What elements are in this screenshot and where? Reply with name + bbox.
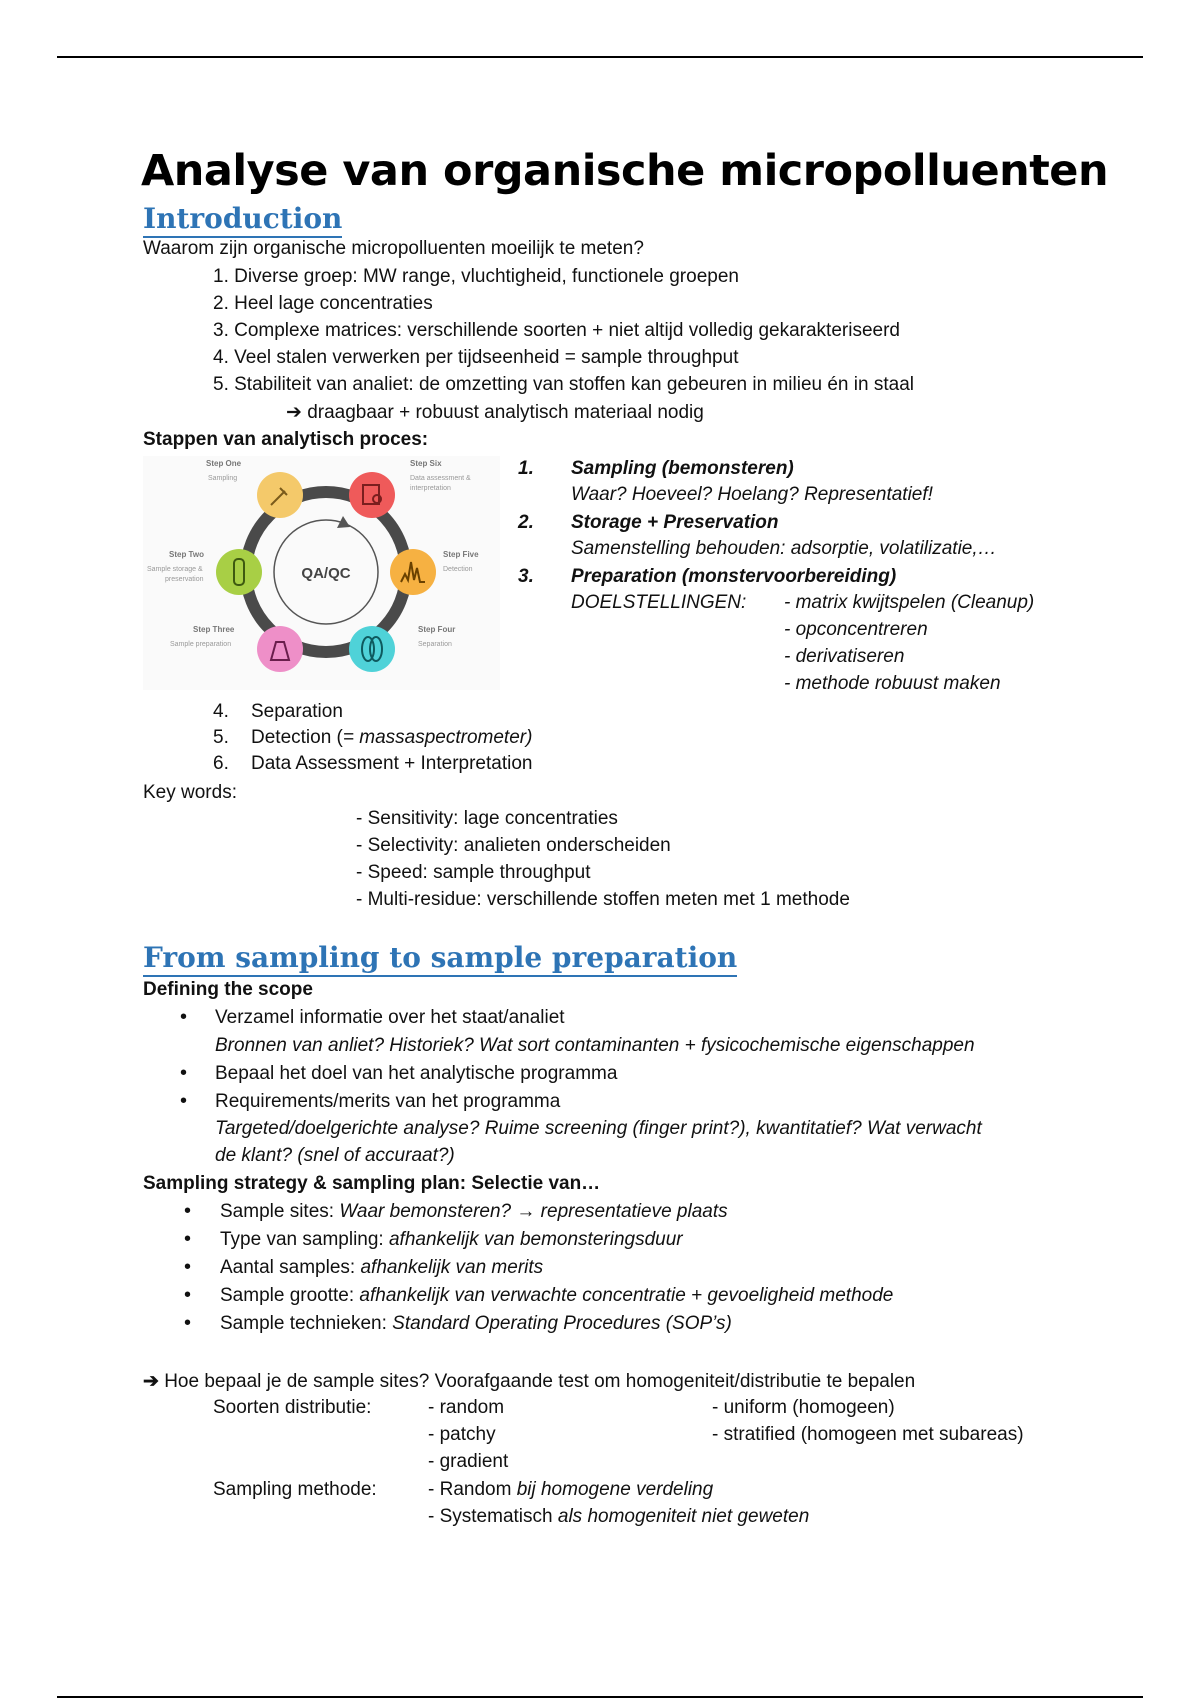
scope-detail: Targeted/doelgerichte analyse? Ruime screening (finger print?), kwantitatief? Wat verwacht [215, 1118, 982, 1139]
strategy-label: Type van sampling: [220, 1229, 389, 1250]
step-number: 2. [518, 512, 534, 533]
svg-text:Step Six: Step Six [410, 459, 442, 468]
distribution-label: Soorten distributie: [213, 1397, 372, 1418]
strategy-detail: Standard Operating Procedures (SOP’s) [392, 1313, 732, 1334]
method-item [428, 1479, 713, 1501]
bullet: • [184, 1256, 192, 1278]
distribution-item: - patchy [428, 1424, 496, 1445]
distribution-item: - gradient [428, 1451, 509, 1472]
reason-conclusion [286, 401, 704, 424]
steps-heading: Stappen van analytisch proces: [143, 429, 429, 450]
strategy-label: Aantal samples: [220, 1257, 361, 1278]
distribution-item: - random [428, 1397, 505, 1418]
detection-note: = massaspectrometer) [342, 727, 533, 748]
bullet: • [184, 1284, 192, 1306]
step-number: 3. [518, 566, 534, 587]
strategy-item [220, 1201, 728, 1223]
keywords-label: Key words: [143, 782, 237, 803]
distribution-item: - uniform (homogeen) [712, 1397, 895, 1418]
svg-text:preservation: preservation [165, 576, 204, 583]
svg-text:Step One: Step One [206, 459, 242, 468]
svg-text:Separation: Separation [418, 641, 452, 648]
objective-item: - matrix kwijtspelen (Cleanup) [784, 592, 1035, 613]
objective-item: - methode robuust maken [784, 673, 1001, 694]
reason-item: 5. Stabiliteit van analiet: de omzetting van stoffen kan gebeuren in milieu én in staal [213, 374, 914, 395]
method-name: - Random [428, 1479, 517, 1500]
svg-text:Step Five: Step Five [443, 550, 479, 559]
method-label: Sampling methode: [213, 1479, 377, 1500]
step-number: 5. [213, 727, 229, 748]
bullet: • [180, 1090, 188, 1112]
conclusion-text: draagbaar + robuust analytisch materiaal nodig [307, 402, 704, 423]
strategy-detail: afhankelijk van verwachte concentratie + gevoeligheid methode [359, 1285, 894, 1306]
step-title: Sampling (bemonsteren) [571, 458, 794, 479]
step-number: 1. [518, 458, 534, 479]
question-text: Hoe bepaal je de sample sites? Voorafgaande test om homogeniteit/distributie te bepalen [164, 1371, 916, 1392]
reason-item: 2. Heel lage concentraties [213, 293, 433, 314]
scope-heading: Defining the scope [143, 979, 313, 1000]
top-rule [57, 56, 1143, 58]
step-number: 6. [213, 753, 229, 774]
sample-sites-question [143, 1370, 915, 1393]
scope-item: Verzamel informatie over het staat/analiet [215, 1007, 565, 1028]
strategy-item [220, 1257, 543, 1279]
step-number: 4. [213, 701, 229, 722]
strategy-label: Sample grootte: [220, 1285, 360, 1306]
keyword-item: - Selectivity: analieten onderscheiden [356, 835, 671, 856]
step-text: Separation [251, 701, 343, 722]
strategy-item [220, 1313, 732, 1335]
bullet: • [184, 1312, 192, 1334]
step-detail: Samenstelling behouden: adsorptie, volatilizatie,… [571, 538, 997, 559]
intro-question: Waarom zijn organische micropolluenten moeilijk te meten? [143, 238, 644, 259]
detection-text: Detection ( [251, 727, 343, 748]
reason-item: 1. Diverse groep: MW range, vluchtigheid, functionele groepen [213, 266, 739, 287]
arrow-right-icon: ➔ [286, 402, 302, 423]
strategy-heading: Sampling strategy & sampling plan: Selectie van… [143, 1173, 601, 1194]
bullet: • [184, 1200, 192, 1222]
svg-text:Detection: Detection [443, 566, 473, 573]
svg-text:Sampling: Sampling [208, 475, 238, 482]
bottom-rule [57, 1696, 1143, 1698]
strategy-detail: afhankelijk van bemonsteringsduur [388, 1229, 683, 1250]
svg-text:Step Four: Step Four [418, 625, 456, 634]
method-name: - Systematisch [428, 1506, 558, 1527]
strategy-detail: Waar bemonsteren? → representatieve plaats [339, 1201, 728, 1222]
strategy-detail: afhankelijk van merits [360, 1257, 544, 1278]
bullet: • [184, 1228, 192, 1250]
page-title: Analyse van organische micropolluenten [141, 146, 1109, 196]
method-item [428, 1506, 809, 1528]
step-title: Storage + Preservation [571, 512, 779, 533]
keyword-item: - Speed: sample throughput [356, 862, 591, 883]
objective-item: - opconcentreren [784, 619, 928, 640]
analytical-process-diagram [143, 456, 500, 690]
arrow-right-icon: ➔ [143, 1371, 159, 1392]
svg-text:Sample preparation: Sample preparation [170, 641, 232, 648]
step-detail: Waar? Hoeveel? Hoelang? Representatief! [571, 484, 933, 505]
scope-detail: de klant? (snel of accuraat?) [215, 1145, 455, 1166]
distribution-item: - stratified (homogeen met subareas) [712, 1424, 1024, 1445]
section-heading-sampling: From sampling to sample preparation [143, 941, 737, 977]
strategy-item [220, 1229, 683, 1251]
objective-item: - derivatiseren [784, 646, 905, 667]
reason-item: 3. Complexe matrices: verschillende soorten + niet altijd volledig gekarakteriseerd [213, 320, 900, 341]
section-heading-introduction: Introduction [143, 202, 342, 238]
strategy-label: Sample technieken: [220, 1313, 393, 1334]
svg-text:Sample storage &: Sample storage & [147, 566, 203, 573]
scope-detail: Bronnen van anliet? Historiek? Wat sort contaminanten + fysicochemische eigenschappen [215, 1035, 975, 1056]
svg-text:Step Two: Step Two [169, 550, 204, 559]
svg-text:Data assessment &: Data assessment & [410, 475, 471, 482]
method-condition: bij homogene verdeling [516, 1479, 714, 1500]
step-title: Preparation (monstervoorbereiding) [571, 566, 897, 587]
step-text: Data Assessment + Interpretation [251, 753, 533, 774]
method-condition: als homogeniteit niet geweten [557, 1506, 810, 1527]
objectives-label: DOELSTELLINGEN: [571, 592, 747, 613]
scope-item: Bepaal het doel van het analytische programma [215, 1063, 618, 1084]
keyword-item: - Multi-residue: verschillende stoffen meten met 1 methode [356, 889, 850, 910]
strategy-item [220, 1285, 893, 1307]
bullet: • [180, 1062, 188, 1084]
keyword-item: - Sensitivity: lage concentraties [356, 808, 618, 829]
bullet: • [180, 1006, 188, 1028]
qaqc-label: QA/QC [301, 565, 351, 582]
svg-text:Step Three: Step Three [193, 625, 235, 634]
svg-text:interpretation: interpretation [410, 485, 451, 492]
scope-item: Requirements/merits van het programma [215, 1091, 561, 1112]
step-text [251, 727, 532, 749]
strategy-label: Sample sites: [220, 1201, 340, 1222]
reason-item: 4. Veel stalen verwerken per tijdseenheid = sample throughput [213, 347, 739, 368]
